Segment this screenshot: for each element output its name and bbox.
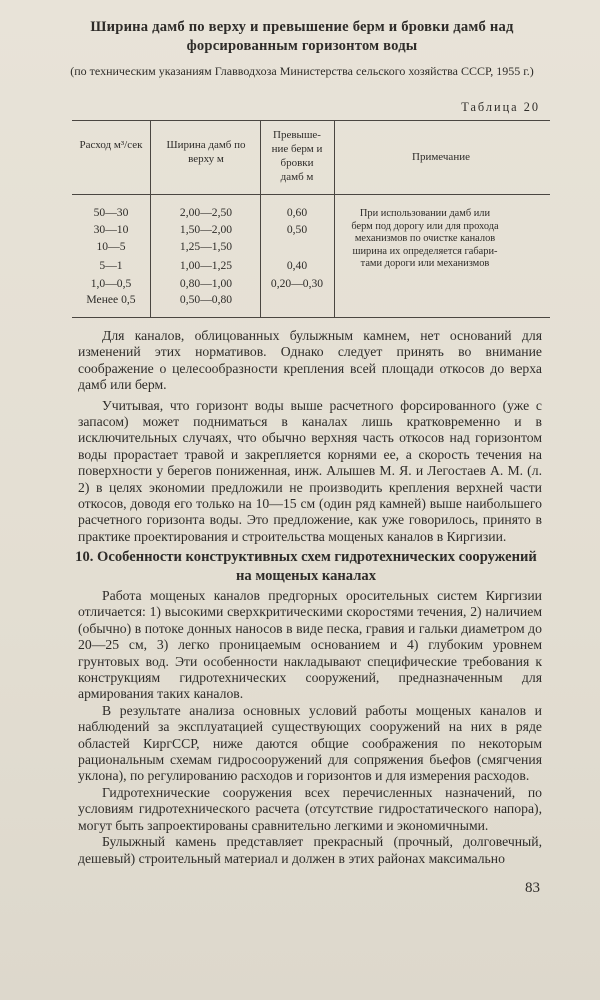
- cell-width: 0,50—0,80: [179, 293, 233, 306]
- table-column-divider: [334, 120, 335, 318]
- paragraph: Гидротехнические сооружения всех перечисленных назначений, по условиям гидротехнического расчета (отсутствие гидростатического напора), могут быть запроектированы сравнительно легкими и экономичными.: [78, 784, 542, 833]
- paragraph: Работа мощеных каналов предгорных оросительных систем Киргизии отличается: 1) высокими сверхкритическими скоростями течения, 2) наличием (обычно) в потоке донных наносов в виде песка, гравия и гальки диаметром до 20—25 см, 3) легко проницаемым основанием и 4) глубоким уровнем грунтовых вод. Эти особенности накладывают специфические требования к конструкциям гидротехнических сооружений, предназначенным для армирования таких каналов.: [78, 588, 542, 702]
- cell-excess: 0,50: [286, 223, 308, 236]
- section-heading: 10. Особенности конструктивных схем гидротехнических сооружений на мощеных каналах: [75, 549, 537, 584]
- header-width: Ширина дамб по верху м: [166, 139, 246, 165]
- table-column-divider: [260, 120, 261, 318]
- cell-width: 2,00—2,50: [179, 206, 233, 219]
- cell-flow: 50—30: [93, 206, 129, 219]
- paragraph: Для каналов, облицованных булыжным камнем, нет оснований для изменений этих нормативов. Однако следует принять во внимание соображение о целесообразности крепления всей площади откосов до верха дамб или берм.: [78, 328, 542, 393]
- header-excess: Превышение берм и бровки дамб м: [271, 129, 323, 183]
- body-text-bottom: [78, 588, 542, 867]
- cell-flow: 1,0—0,5: [90, 277, 132, 290]
- table-header-rule: [72, 194, 550, 195]
- cell-width: 1,50—2,00: [179, 223, 233, 236]
- page-number: 83: [525, 880, 540, 896]
- table-subtitle: (по техническим указаниям Главводхоза Министерства сельского хозяйства СССР, 1955 г.): [70, 64, 534, 78]
- cell-flow: 5—1: [99, 259, 123, 272]
- cell-excess: 0,40: [286, 259, 308, 272]
- cell-width: 0,80—1,00: [179, 277, 233, 290]
- table-column-divider: [150, 120, 151, 318]
- paragraph: Булыжный камень представляет прекрасный (прочный, долговечный, дешевый) строительный материал и должен в этих районах максимально: [78, 834, 542, 866]
- paragraph: В результате анализа основных условий работы мощеных каналов и наблюдений за эксплуатацией существующих сооружений на них в ряде областей КиргССР, ниже даются общие соображения по некоторым рациональным схемам гидросооружений для сопряжения бьефов (смягчения уклона), по регулированию расходов и горизонтов и для измерения расходов.: [78, 702, 542, 784]
- data-table: [72, 120, 550, 318]
- cell-width: 1,00—1,25: [179, 259, 233, 272]
- cell-flow: Менее 0,5: [86, 293, 136, 306]
- header-flow: Расход м³/сек: [79, 139, 143, 151]
- cell-flow: 30—10: [93, 223, 129, 236]
- table-label: Таблица 20: [461, 100, 540, 114]
- header-note: Примечание: [412, 151, 470, 163]
- cell-excess: 0,60: [286, 206, 308, 219]
- table-note: При использовании дамб или берм под дорогу или для прохода механизмов по очистке каналов ширина их определяется габаритами дороги или механизмов: [351, 208, 499, 270]
- cell-flow: 10—5: [96, 240, 126, 253]
- table-title: Ширина дамб по верху и превышение берм и бровки дамб над форсированным горизонтом воды: [90, 19, 514, 54]
- cell-width: 1,25—1,50: [179, 240, 233, 253]
- table-bottom-rule: [72, 317, 550, 318]
- cell-excess: 0,20—0,30: [270, 277, 324, 290]
- body-text-top: [78, 328, 542, 545]
- paragraph: Учитывая, что горизонт воды выше расчетного форсированного (уже с запасом) может подниматься в каналах лишь кратковременно и в исключительных случаях, что обычно верхняя часть откосов над горизонтом воды прорастает травой и закрепляется корнями ее, а скорость течения на поверхности у берегов пониженная, инж. Алышев М. Я. и Легостаев А. М. (л. 2) в целях экономии предложили не производить крепления верхней части откосов, доводя его только на 10—15 см (один ряд камней) выше наибольшего расчетного горизонта воды. Это предложение, как уже говорилось, принято в практике проектирования и строительства мощеных каналов в Киргизии.: [78, 397, 542, 544]
- table-top-rule: [72, 120, 550, 121]
